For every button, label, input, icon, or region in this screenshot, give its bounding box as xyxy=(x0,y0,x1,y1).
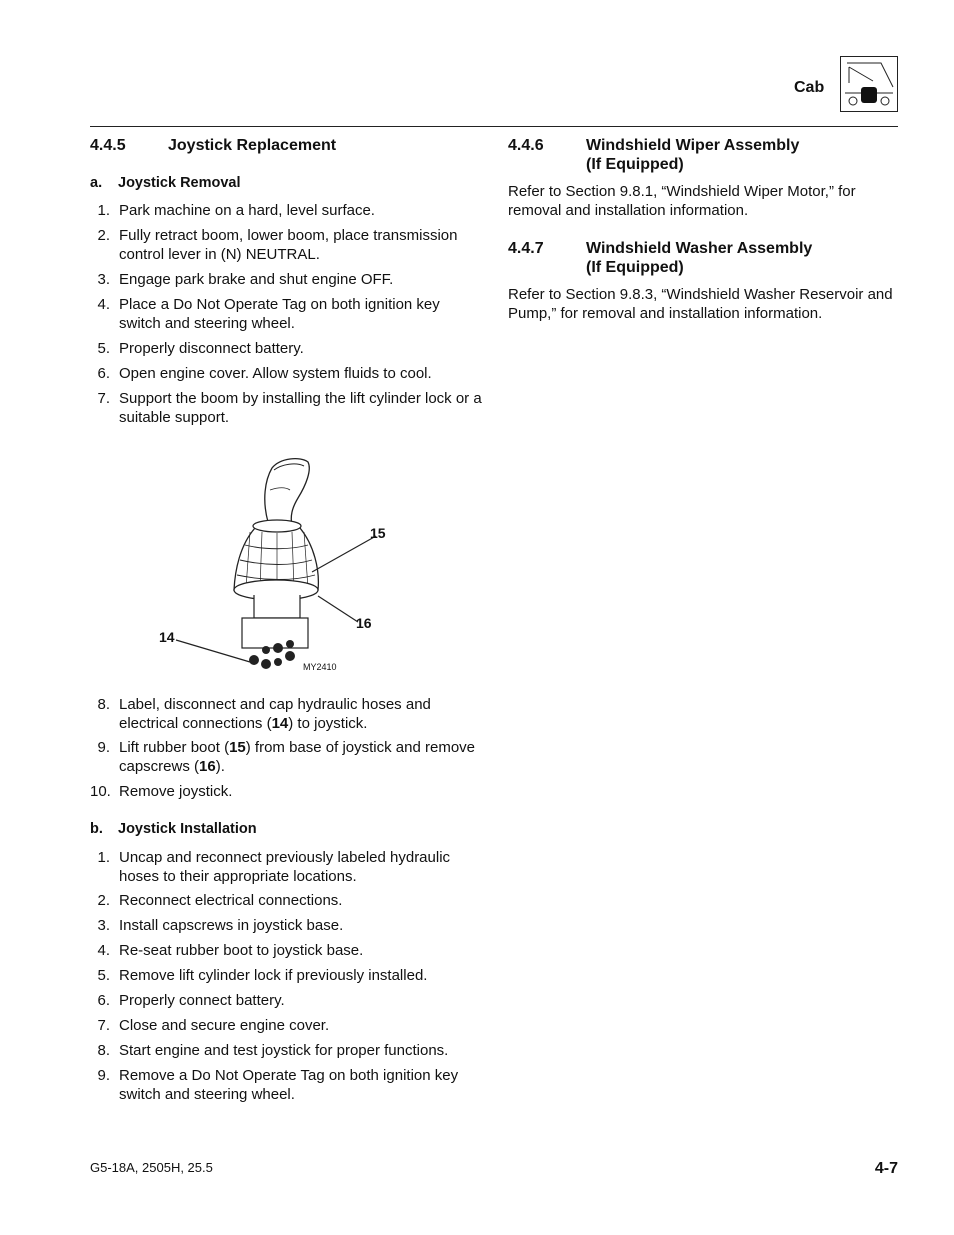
page-number: 4-7 xyxy=(874,1160,898,1177)
step-text: Remove a Do Not Operate Tag on both ignition key switch and steering wheel. xyxy=(119,1067,459,1103)
subheading-letter: a. xyxy=(90,175,103,191)
step-text: Start engine and test joystick for proper functions. xyxy=(119,1042,449,1059)
section-title-line2: (If Equipped) xyxy=(586,156,684,173)
section-paragraph-4-4-6: Refer to Section 9.8.1, “Windshield Wiper Motor,” for removal and installation information. xyxy=(508,183,856,219)
subheading-text: Joystick Removal xyxy=(118,175,241,191)
step-text: Lift rubber boot (15) from base of joystick and remove capscrews (16). xyxy=(119,739,476,775)
step-number: 5. xyxy=(97,967,110,984)
subheading-a xyxy=(90,175,490,193)
step-number: 9. xyxy=(97,739,110,756)
section-title-line1: Windshield Wiper Assembly xyxy=(586,137,800,154)
step-number: 3. xyxy=(97,917,110,934)
step-number: 6. xyxy=(97,992,110,1009)
step-text: Reconnect electrical connections. xyxy=(119,892,343,909)
document-reference: G5-18A, 2505H, 25.5 xyxy=(90,1160,213,1175)
section-number: 4.4.7 xyxy=(508,240,544,257)
step-text: Remove joystick. xyxy=(119,783,233,800)
section-heading-4-4-7 xyxy=(508,239,898,279)
step-number: 8. xyxy=(97,696,110,713)
section-number: 4.4.5 xyxy=(90,137,126,154)
step-number: 8. xyxy=(97,1042,110,1059)
joystick-illustration xyxy=(150,450,400,685)
cab-machine-icon xyxy=(840,56,898,112)
step-text: Park machine on a hard, level surface. xyxy=(119,202,375,219)
callout-16: 16 xyxy=(356,615,372,631)
step-text: Support the boom by installing the lift cylinder lock or a suitable support. xyxy=(119,390,482,426)
callout-15: 15 xyxy=(370,525,386,541)
header-rule xyxy=(90,126,898,127)
step-text: Uncap and reconnect previously labeled hydraulic hoses to their appropriate locations. xyxy=(119,849,451,885)
step-number: 9. xyxy=(97,1067,110,1084)
section-title-text: Joystick Replacement xyxy=(168,137,337,154)
step-number: 7. xyxy=(97,1017,110,1034)
step-text: Remove lift cylinder lock if previously installed. xyxy=(119,967,428,984)
step-text: Place a Do Not Operate Tag on both ignition key switch and steering wheel. xyxy=(119,296,440,332)
section-title-line2: (If Equipped) xyxy=(586,259,684,276)
step-number: 4. xyxy=(97,296,110,313)
step-text: Re-seat rubber boot to joystick base. xyxy=(119,942,364,959)
step-text: Install capscrews in joystick base. xyxy=(119,917,344,934)
joystick-figure xyxy=(150,450,400,685)
step-number: 6. xyxy=(97,365,110,382)
step-text: Close and secure engine cover. xyxy=(119,1017,330,1034)
step-number: 10. xyxy=(90,783,111,800)
section-paragraph-4-4-7: Refer to Section 9.8.3, “Windshield Washer Reservoir and Pump,” for removal and installation information. xyxy=(508,286,893,322)
step-text: Properly disconnect battery. xyxy=(119,340,304,357)
section-title-line1: Windshield Washer Assembly xyxy=(586,240,813,257)
step-number: 2. xyxy=(97,227,110,244)
step-text: Engage park brake and shut engine OFF. xyxy=(119,271,394,288)
step-text: Properly connect battery. xyxy=(119,992,285,1009)
subheading-letter: b. xyxy=(90,821,103,837)
section-heading-4-4-6 xyxy=(508,136,898,176)
section-heading-4-4-5 xyxy=(90,136,490,156)
step-text: Label, disconnect and cap hydraulic hoses and electrical connections (14) to joystick. xyxy=(119,696,431,732)
step-number: 4. xyxy=(97,942,110,959)
step-number: 7. xyxy=(97,390,110,407)
subheading-text: Joystick Installation xyxy=(118,821,257,837)
step-number: 2. xyxy=(97,892,110,909)
step-number: 1. xyxy=(97,202,110,219)
step-text: Fully retract boom, lower boom, place transmission control lever in (N) NEUTRAL. xyxy=(119,227,458,263)
subheading-b xyxy=(90,821,490,839)
figure-code: MY2410 xyxy=(303,662,337,672)
callout-14: 14 xyxy=(159,629,175,645)
step-text: Open engine cover. Allow system fluids to cool. xyxy=(119,365,432,382)
step-number: 1. xyxy=(97,849,110,866)
section-title: Cab xyxy=(794,79,825,96)
step-number: 3. xyxy=(97,271,110,288)
section-number: 4.4.6 xyxy=(508,137,544,154)
step-number: 5. xyxy=(97,340,110,357)
